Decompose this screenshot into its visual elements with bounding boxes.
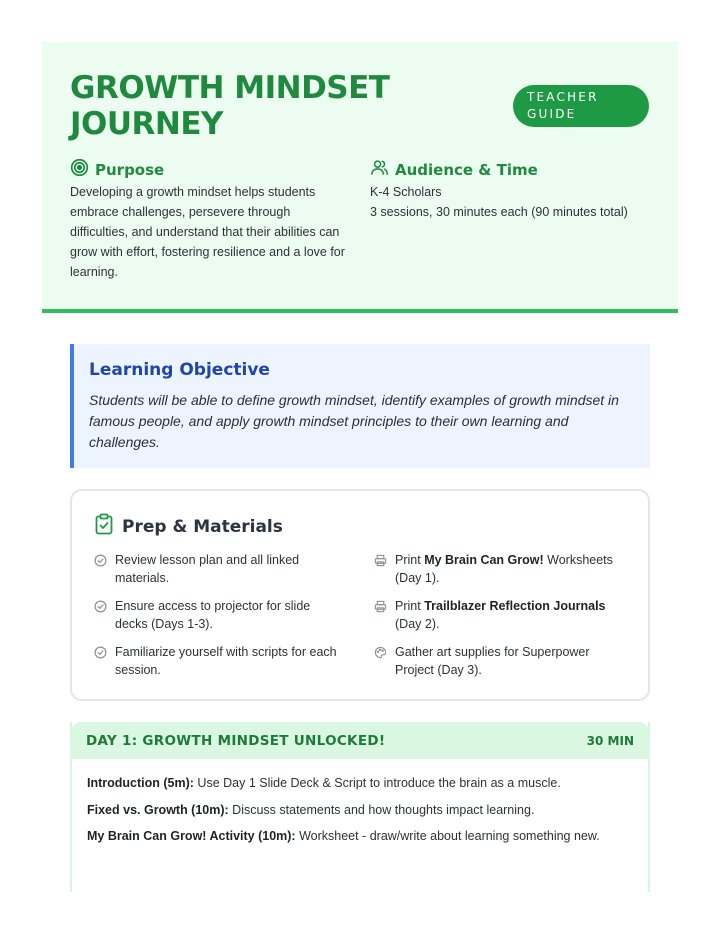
day-1-activity: My Brain Can Grow! Activity (10m): Worksheet - draw/write about learning something new. (87, 829, 600, 843)
audience-heading-label: Audience & Time (395, 160, 538, 179)
check-circle-icon (94, 554, 108, 568)
day-1-activity: Introduction (5m): Use Day 1 Slide Deck & Script to introduce the brain as a muscle. (87, 776, 561, 790)
prep-item (374, 643, 604, 679)
printer-icon (374, 554, 388, 568)
prep-item (94, 643, 344, 679)
clipboard-check-icon (94, 513, 114, 540)
day-1-activity: Fixed vs. Growth (10m): Discuss statements and how thoughts impact learning. (87, 803, 535, 817)
audience-line-grade: K-4 Scholars (370, 185, 442, 199)
prep-heading (94, 513, 283, 540)
target-icon (70, 158, 89, 181)
day-1-duration: 30 MIN (586, 734, 634, 748)
objective-text: Students will be able to define growth mindset, identify examples of growth mindset in famous people, and apply growth mindset principles to their own learning and challenges. (89, 392, 619, 450)
prep-item-text: Ensure access to projector for slide decks (Days 1-3). (115, 599, 311, 631)
day-1-header (70, 722, 650, 759)
objective-heading: Learning Objective (89, 360, 270, 380)
purpose-heading (70, 158, 164, 181)
prep-item (94, 551, 324, 587)
prep-heading-label: Prep & Materials (122, 516, 283, 537)
header-section (42, 42, 678, 313)
prep-materials-section (70, 489, 650, 701)
prep-item-text: Gather art supplies for Superpower Project (Day 3). (395, 645, 590, 677)
check-circle-icon (94, 646, 108, 660)
learning-objective-section (70, 344, 650, 468)
palette-icon (374, 646, 388, 660)
audience-line-time: 3 sessions, 30 minutes each (90 minutes total) (370, 205, 628, 219)
purpose-heading-label: Purpose (95, 160, 165, 179)
page-title: GROWTH MINDSET JOURNEY (70, 70, 390, 142)
day-1-title: DAY 1: GROWTH MINDSET UNLOCKED! (86, 733, 386, 749)
purpose-text: Developing a growth mindset helps students embrace challenges, persevere through difficulties, and understand that their abilities can grow with effort, fostering resilience and a love for learning. (70, 185, 345, 279)
users-icon (370, 158, 389, 181)
teacher-guide-badge: TEACHER GUIDE (513, 85, 649, 127)
prep-item-text: Print My Brain Can Grow! Worksheets (Day 1). (395, 553, 613, 585)
prep-item-text: Print Trailblazer Reflection Journals (Day 2). (395, 599, 606, 631)
check-circle-icon (94, 600, 108, 614)
audience-heading (370, 158, 538, 181)
printer-icon (374, 600, 388, 614)
prep-item (94, 597, 344, 633)
prep-item-text: Familiarize yourself with scripts for each session. (115, 645, 337, 677)
prep-item-text: Review lesson plan and all linked materials. (115, 553, 300, 585)
day-1-section (70, 722, 650, 892)
prep-item (374, 551, 624, 587)
prep-item (374, 597, 634, 633)
